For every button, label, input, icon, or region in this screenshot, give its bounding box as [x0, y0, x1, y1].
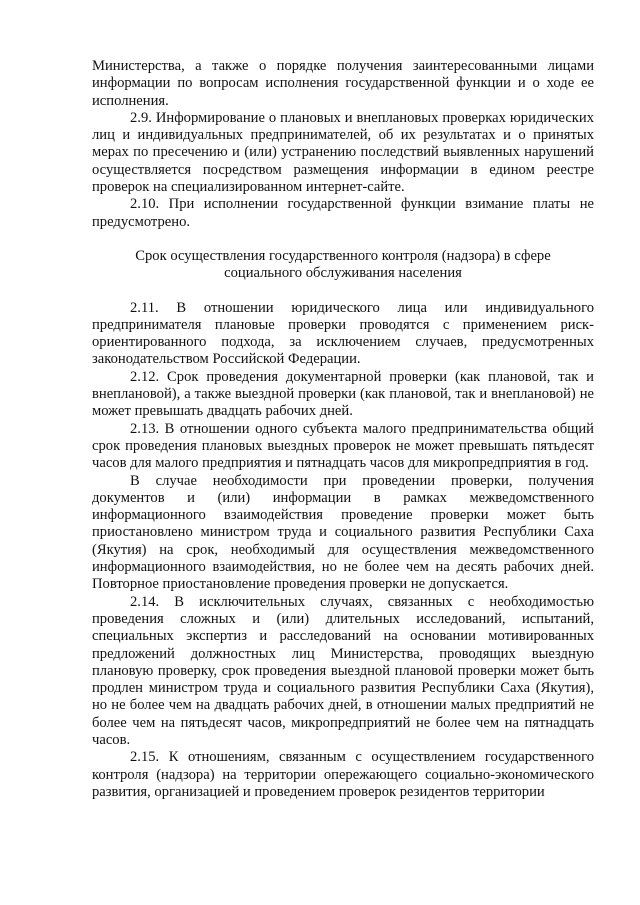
paragraph-2-14: 2.14. В исключительных случаях, связанных с необходимостью проведения сложных и (или) длительных исследований, испытаний, специальных экспертиз и расследований на основании мотивированных предложений должностных лиц Министерства, проводящих выездную плановую проверку, срок проведения выездной плановой проверки может быть продлен министром труда и социального развития Республики Саха (Якутия), но не более чем на двадцать рабочих дней, в отношении малых предприятий не более чем на пятьдесят часов, микропредприятий не более чем на пятнадцать часов.	[92, 593, 594, 748]
paragraph-continuation: Министерства, а также о порядке получения заинтересованными лицами информации по вопросам исполнения государственной функции и о ходе ее исполнения.	[92, 58, 594, 109]
section-heading	[92, 248, 594, 283]
section-heading-line-2: социального обслуживания населения	[224, 265, 462, 282]
document-page	[92, 58, 594, 801]
paragraph-2-10: 2.10. При исполнении государственной функции взимание платы не предусмотрено.	[92, 196, 594, 230]
paragraph-2-11: 2.11. В отношении юридического лица или индивидуального предпринимателя плановые проверки проводятся с применением риск-ориентированного подхода, за исключением случаев, предусмотренных законодательством Российской Федерации.	[92, 299, 594, 368]
paragraph-2-15: 2.15. К отношениям, связанным с осуществлением государственного контроля (надзора) на территории опережающего социально-экономического развития, организацией и проведением проверок резидентов территории	[92, 749, 594, 800]
section-heading-line-1: Срок осуществления государственного контроля (надзора) в сфере	[135, 247, 551, 264]
paragraph-suspension: В случае необходимости при проведении проверки, получения документов и (или) информации в рамках межведомственного информационного взаимодействия проведение проверки может быть приостановлено министром труда и социального развития Республики Саха (Якутия) на срок, необходимый для осуществления межведомственного информационного взаимодействия, но не более чем на десять рабочих дней. Повторное приостановление проведения проверки не допускается.	[92, 472, 594, 593]
spacer	[92, 283, 594, 300]
spacer	[92, 231, 594, 248]
paragraph-2-12: 2.12. Срок проведения документарной проверки (как плановой, так и внеплановой), а также выездной проверки (как плановой, так и внеплановой) не может превышать двадцать рабочих дней.	[92, 368, 594, 420]
paragraph-2-9: 2.9. Информирование о плановых и внеплановых проверках юридических лиц и индивидуальных предпринимателей, об их результатах и о принятых мерах по пресечению и (или) устранению последствий выявленных нарушений осуществляется посредством размещения информации в едином реестре проверок на специализированном интернет-сайте.	[92, 109, 594, 196]
paragraph-2-13: 2.13. В отношении одного субъекта малого предпринимательства общий срок проведения плановых выездных проверок не может превышать пятьдесят часов для малого предприятия и пятнадцать часов для микропредприятия в год.	[92, 420, 594, 472]
